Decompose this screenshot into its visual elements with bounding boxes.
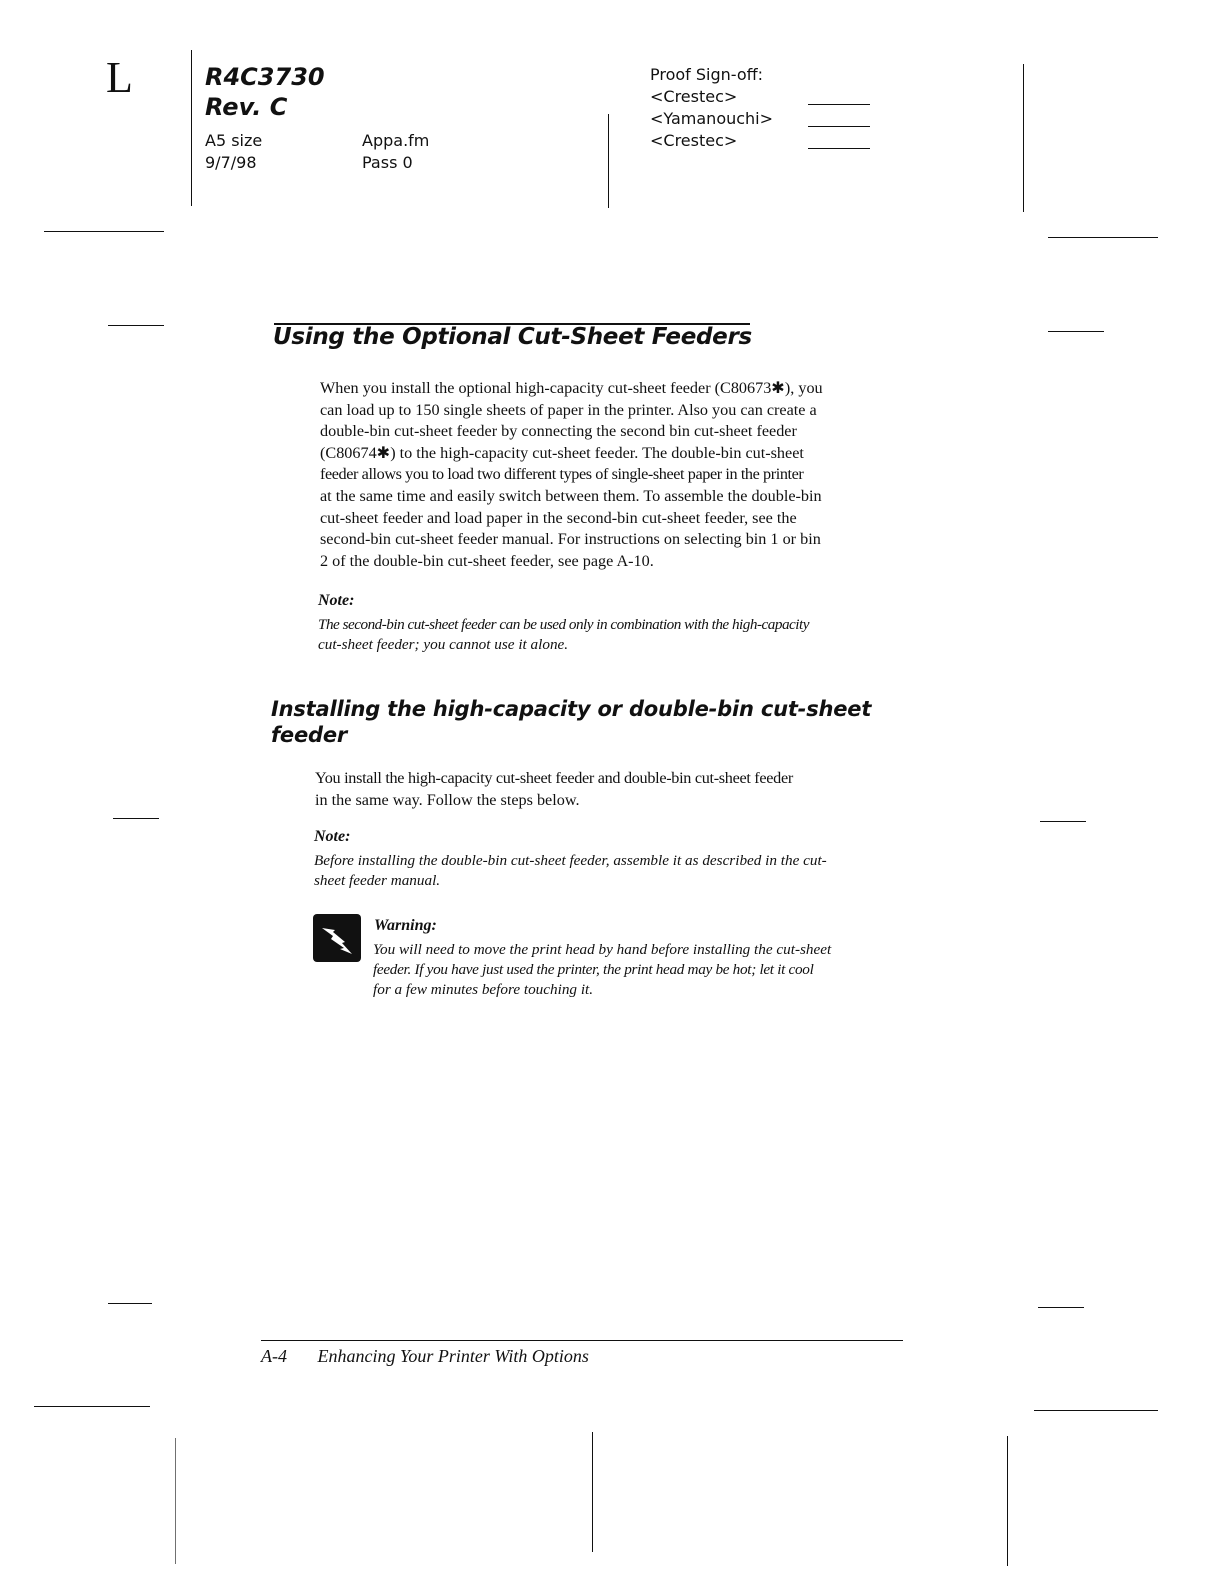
- footer-rule: [261, 1340, 903, 1341]
- pass-number: Pass 0: [362, 153, 413, 172]
- crop-mark: [108, 1303, 152, 1304]
- section1-body: [320, 378, 910, 572]
- proof-signoff: [650, 64, 773, 152]
- note-line: The second-bin cut-sheet feeder can be used only in combination with the high-capacity: [318, 616, 809, 633]
- note-line: sheet feeder manual.: [314, 872, 441, 889]
- signature-line: [808, 126, 870, 127]
- note-label: Note:: [314, 828, 351, 845]
- body-line: in the same way. Follow the steps below.: [315, 790, 580, 809]
- page-size: A5 size: [205, 131, 263, 150]
- body-line: When you install the optional high-capacity cut-sheet feeder (C80673✱), you: [320, 379, 823, 397]
- warning-text: [373, 940, 903, 1000]
- section2-body: [315, 768, 907, 811]
- lightning-icon: [313, 914, 361, 962]
- file-name: Appa.fm: [362, 131, 430, 150]
- body-line: cut-sheet feeder and load paper in the second-bin cut-sheet feeder, see the: [320, 508, 797, 527]
- body-line: can load up to 150 single sheets of paper in the printer. Also you can create a: [320, 400, 817, 419]
- header-divider-mid: [608, 114, 609, 208]
- proof-entry: <Crestec>: [650, 131, 738, 150]
- crop-mark: [592, 1432, 593, 1552]
- crop-mark: [1048, 237, 1158, 238]
- revision: Rev. C: [205, 93, 288, 121]
- doc-date: 9/7/98: [205, 153, 257, 172]
- note-line: cut-sheet feeder; you cannot use it alone.: [318, 636, 569, 653]
- meta-left: [205, 130, 262, 174]
- body-line: (C80674✱) to the high-capacity cut-sheet feeder. The double-bin cut-sheet: [320, 443, 804, 462]
- header-divider-right: [1023, 64, 1024, 212]
- warning-line: feeder. If you have just used the printer, the print head may be hot; let it cool: [373, 961, 814, 978]
- body-line: 2 of the double-bin cut-sheet feeder, see page A-10.: [320, 551, 654, 570]
- proof-entry: <Yamanouchi>: [650, 109, 774, 128]
- body-line: feeder allows you to load two different types of single-sheet paper in the printer: [320, 465, 804, 484]
- crop-mark: [1040, 821, 1086, 822]
- crop-mark: [175, 1438, 176, 1564]
- proof-title: Proof Sign-off:: [650, 65, 764, 84]
- crop-mark: [34, 1406, 150, 1407]
- signature-line: [808, 148, 870, 149]
- body-line: at the same time and easily switch between them. To assemble the double-bin: [320, 486, 822, 505]
- subsection-title-line: feeder: [271, 723, 348, 747]
- warning-line: for a few minutes before touching it.: [373, 981, 594, 998]
- body-line: double-bin cut-sheet feeder by connecting the second bin cut-sheet feeder: [320, 422, 797, 441]
- crop-mark: [1048, 331, 1104, 332]
- crop-mark: [44, 231, 164, 232]
- subsection-title: [271, 696, 891, 748]
- corner-mark: L: [106, 53, 133, 102]
- header-divider-left: [191, 50, 192, 206]
- page-footer: [261, 1346, 589, 1367]
- note-line: Before installing the double-bin cut-sheet feeder, assemble it as described in the cut-: [314, 852, 827, 869]
- crop-mark: [1034, 1410, 1158, 1411]
- warning-line: You will need to move the print head by hand before installing the cut-sheet: [373, 941, 832, 958]
- warning-icon: [313, 914, 361, 962]
- meta-right: [362, 130, 429, 174]
- crop-mark: [1038, 1307, 1084, 1308]
- chapter-title: Enhancing Your Printer With Options: [317, 1346, 589, 1366]
- note-text: [314, 851, 908, 891]
- section-title: Using the Optional Cut-Sheet Feeders: [273, 324, 752, 350]
- doc-code: R4C3730: [205, 63, 325, 91]
- body-line: second-bin cut-sheet feeder manual. For instructions on selecting bin 1 or bin: [320, 530, 821, 549]
- crop-mark: [108, 325, 164, 326]
- warning-label: Warning:: [374, 917, 437, 934]
- signature-line: [808, 104, 870, 105]
- body-line: You install the high-capacity cut-sheet feeder and double-bin cut-sheet feeder: [315, 769, 793, 787]
- subsection-title-line: Installing the high-capacity or double-bin cut-sheet: [271, 697, 872, 721]
- document-id: [205, 62, 325, 122]
- note-text: [318, 615, 910, 655]
- proof-entry: <Crestec>: [650, 87, 738, 106]
- page-number: A-4: [261, 1346, 287, 1366]
- crop-mark: [1007, 1436, 1008, 1566]
- crop-mark: [113, 818, 159, 819]
- note-label: Note:: [318, 592, 355, 609]
